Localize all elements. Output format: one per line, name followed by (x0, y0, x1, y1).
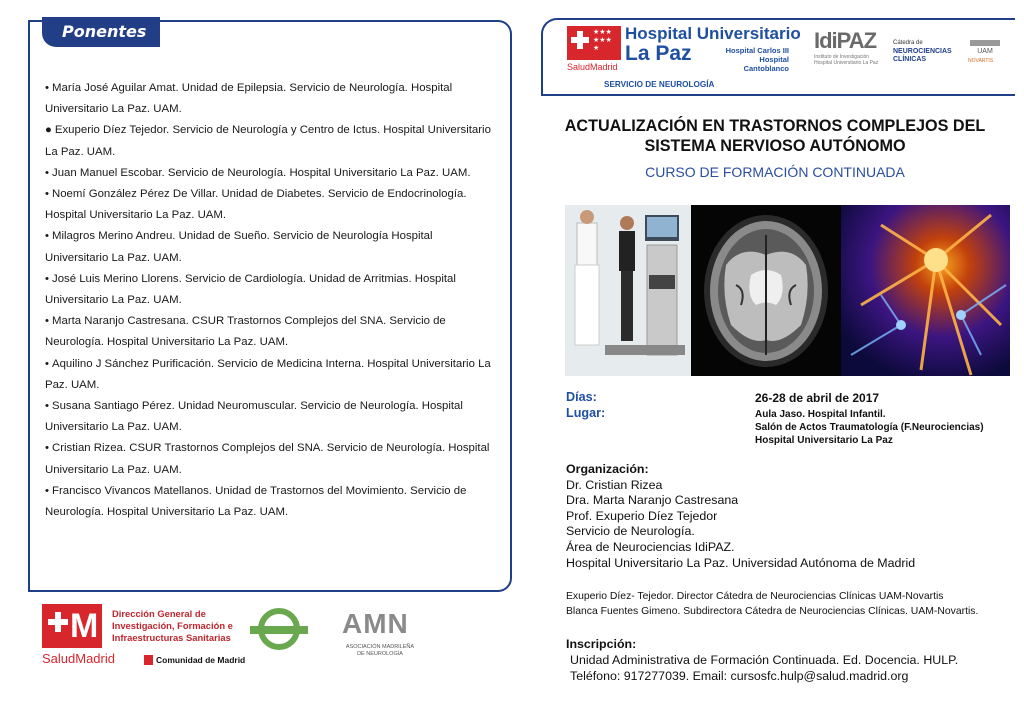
speaker-item (45, 311, 497, 353)
bullet-icon: • (45, 272, 49, 285)
uam-logo: UAM (968, 38, 1002, 60)
dias-value: 26-28 de abril de 2017 (755, 391, 880, 405)
speaker-text: Susana Santiago Pérez. Unidad Neuromuscular. Servicio de Neurología. Hospital Universitario La Paz. UAM. (45, 400, 463, 434)
bullet-icon: • (45, 357, 49, 370)
inscription-block: Inscripción: Unidad Administrativa de Formación Continuada. Ed. Docencia. HULP. Teléfono: 917277039. Email: cursosfc.hulp@salud.madrid.org (566, 637, 959, 683)
organization-block: Organización: Dr. Cristian Rizea Dra. Marta Naranjo Castresana Prof. Exuperio Díez Tejedor Servicio de Neurología. Área de Neurociencias IdiPAZ. Hospital Universitario La Paz. Universidad Autónoma de Madrid (566, 462, 916, 570)
speaker-item (45, 226, 497, 268)
bullet-icon: • (45, 230, 49, 243)
novartis-logo: NOVARTIS (968, 58, 994, 64)
accreditation-logo (250, 606, 310, 664)
speaker-text: Francisco Vivancos Matellanos. Unidad de Trastornos del Movimiento. Servicio de Neurología. Hospital Universitario La Paz. UAM. (45, 484, 467, 519)
catedra-logo: Cátedra de NEUROCIENCIAS CLÍNICAS (893, 40, 952, 63)
bullet-icon: • (45, 484, 49, 497)
service-label: SERVICIO DE NEUROLOGÍA (604, 80, 715, 89)
comunidad-flag-icon (144, 655, 153, 665)
course-subtitle: CURSO DE FORMACIÓN CONTINUADA (645, 164, 905, 180)
sponsor-logos (38, 604, 508, 668)
lab-photo (565, 205, 691, 376)
speaker-item (45, 78, 497, 120)
bullet-icon: • (45, 82, 49, 94)
amn-logo: AMN ASOCIACIÓN MADRILEÑA DE NEUROLOGÍA (342, 608, 415, 657)
ponentes-tab: Ponentes (42, 17, 160, 47)
neuron-illustration (841, 205, 1010, 376)
speaker-text: María José Aguilar Amat. Unidad de Epilepsia. Servicio de Neurología. Hospital Universitario La Paz. UAM. (45, 82, 453, 116)
hospital-logo: ★★★ ★★★ ★ SaludMadrid Hospital Universitario La Paz Hospital Carlos III Hospital Cantoblanco (567, 24, 801, 73)
brain-mri-image (691, 205, 841, 376)
bullet-icon: ● (45, 124, 52, 137)
speaker-item (45, 120, 497, 162)
bullet-icon: • (45, 442, 49, 455)
speaker-list (45, 78, 497, 523)
bullet-icon: • (45, 315, 49, 328)
speaker-text: Marta Naranjo Castresana. CSUR Trastornos Complejos del SNA. Servicio de Neurología. Hospital Universitario La Paz. UAM. (45, 315, 446, 349)
speaker-text: José Luis Merino Llorens. Servicio de Cardiología. Unidad de Arritmias. Hospital Universitario La Paz. UAM. (45, 272, 456, 307)
lugar-value: Aula Jaso. Hospital Infantil. Salón de Actos Traumatología (F.Neurociencias) Hospital Universitario La Paz (755, 409, 984, 446)
speaker-item (45, 184, 497, 226)
dias-label: Días: (566, 390, 597, 404)
speaker-item (45, 438, 497, 480)
dg-investigacion-text: Dirección General de Investigación, Formación e Infraestructuras Sanitarias (112, 608, 233, 643)
idipaz-logo: IdiPAZ Instituto de Investigación Hospital Universitario La Paz (814, 28, 879, 66)
speaker-item (45, 481, 497, 523)
comunidad-madrid-text: Comunidad de Madrid (156, 655, 246, 665)
bullet-icon: • (45, 188, 49, 201)
speaker-item (45, 269, 497, 311)
cross-icon (48, 612, 68, 632)
speaker-text: Aquilino J Sánchez Purificación. Servicio de Medicina Interna. Hospital Universitario La Paz. UAM. (45, 357, 491, 391)
cover-images (565, 205, 1010, 376)
bullet-icon: • (45, 166, 49, 179)
lugar-label: Lugar: (566, 406, 606, 420)
speaker-text: Juan Manuel Escobar. Servicio de Neurología. Hospital Universitario La Paz. UAM. (52, 166, 471, 179)
speaker-text: Noemí González Pérez De Villar. Unidad de Diabetes. Servicio de Endocrinología. Hospital Universitario La Paz. UAM. (45, 188, 467, 222)
bullet-icon: • (45, 400, 49, 413)
course-title: ACTUALIZACIÓN EN TRASTORNOS COMPLEJOS DEL SISTEMA NERVIOSO AUTÓNOMO (564, 117, 986, 155)
saludmadrid-logo: M SaludMadrid (38, 604, 106, 666)
directors-block: Exuperio Díez- Tejedor. Director Cátedra de Neurociencias Clínicas UAM-Novartis Blanca Fuentes Gimeno. Subdirectora Cátedra de Neurociencias Clínicas. UAM-Novartis. (566, 591, 979, 618)
speaker-text: Cristian Rizea. CSUR Trastornos Complejos del SNA. Servicio de Neurología. Hospital Universitario La Paz. UAM. (45, 442, 490, 476)
speaker-text: Exuperio Díez Tejedor. Servicio de Neurología y Centro de Ictus. Hospital Universitario La Paz. UAM. (45, 124, 491, 158)
madrid-flag-icon: ★★★ ★★★ ★ (567, 26, 621, 60)
speaker-item (45, 354, 497, 396)
speaker-text: Milagros Merino Andreu. Unidad de Sueño. Servicio de Neurología Hospital Universitario La Paz. UAM. (45, 230, 433, 264)
speaker-item (45, 396, 497, 438)
speaker-item (45, 163, 497, 184)
